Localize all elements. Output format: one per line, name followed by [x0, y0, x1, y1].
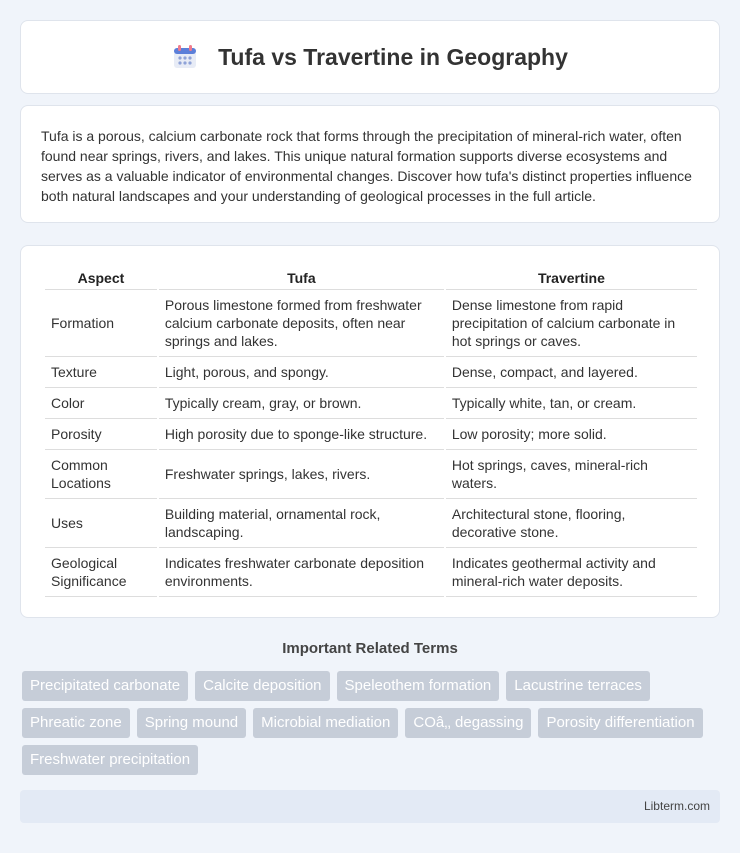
header-aspect: Aspect [45, 266, 157, 290]
cell-tufa: High porosity due to sponge-like structure. [159, 419, 444, 450]
cell-aspect: Color [45, 388, 157, 419]
cell-aspect: Uses [45, 499, 157, 548]
cell-aspect: Texture [45, 357, 157, 388]
cell-aspect: Geological Significance [45, 548, 157, 597]
cell-travertine: Architectural stone, flooring, decorative stone. [446, 499, 697, 548]
cell-tufa: Building material, ornamental rock, landscaping. [159, 499, 444, 548]
related-term-tag[interactable]: COâ‚‚ degassing [405, 708, 531, 738]
cell-travertine: Typically white, tan, or cream. [446, 388, 697, 419]
intro-text: Tufa is a porous, calcium carbonate rock that forms through the precipitation of mineral-rich water, often found near springs, rivers, and lakes. This unique natural formation supports diverse ecosystems and serves as a valuable indicator of environmental changes. Discover how tufa's distinct properties influence both natural landscapes and your understanding of geological processes in the full article. [41, 128, 692, 204]
related-term-tag[interactable]: Calcite deposition [195, 671, 329, 701]
cell-travertine: Indicates geothermal activity and mineral-rich water deposits. [446, 548, 697, 597]
related-term-tag[interactable]: Freshwater precipitation [22, 745, 198, 775]
cell-aspect: Porosity [45, 419, 157, 450]
footer-site-link[interactable]: Libterm.com [643, 799, 710, 813]
page-title: Tufa vs Travertine in Geography [218, 43, 568, 70]
related-terms-title: Important Related Terms [282, 640, 458, 657]
cell-tufa: Freshwater springs, lakes, rivers. [159, 450, 444, 499]
header-tufa: Tufa [159, 266, 444, 290]
cell-travertine: Dense limestone from rapid precipitation of calcium carbonate in hot springs or caves. [446, 290, 697, 357]
comparison-table-card [20, 245, 720, 618]
cell-travertine: Dense, compact, and layered. [446, 357, 697, 388]
related-term-tag[interactable]: Spring mound [137, 708, 246, 738]
table-row [45, 548, 697, 597]
cell-aspect: Common Locations [45, 450, 157, 499]
related-term-tag[interactable]: Phreatic zone [22, 708, 130, 738]
calendar-icon [172, 44, 198, 70]
cell-travertine: Hot springs, caves, mineral-rich waters. [446, 450, 697, 499]
related-terms-list [22, 671, 722, 782]
related-term-tag[interactable]: Microbial mediation [253, 708, 398, 738]
related-term-tag[interactable]: Precipitated carbonate [22, 671, 188, 701]
table-row [45, 499, 697, 548]
cell-tufa: Light, porous, and spongy. [159, 357, 444, 388]
intro-card [20, 105, 720, 223]
table-row [45, 357, 697, 388]
cell-tufa: Indicates freshwater carbonate deposition environments. [159, 548, 444, 597]
related-term-tag[interactable]: Lacustrine terraces [506, 671, 650, 701]
cell-aspect: Formation [45, 290, 157, 357]
related-term-tag[interactable]: Speleothem formation [337, 671, 500, 701]
table-row [45, 388, 697, 419]
header-card [20, 20, 720, 94]
comparison-table [43, 266, 699, 597]
cell-tufa: Porous limestone formed from freshwater calcium carbonate deposits, often near springs and lakes. [159, 290, 444, 357]
footer [20, 790, 720, 823]
cell-travertine: Low porosity; more solid. [446, 419, 697, 450]
table-header-row [45, 266, 697, 290]
header-travertine: Travertine [446, 266, 697, 290]
table-row [45, 290, 697, 357]
cell-tufa: Typically cream, gray, or brown. [159, 388, 444, 419]
related-term-tag[interactable]: Porosity differentiation [538, 708, 702, 738]
table-row [45, 419, 697, 450]
table-row [45, 450, 697, 499]
